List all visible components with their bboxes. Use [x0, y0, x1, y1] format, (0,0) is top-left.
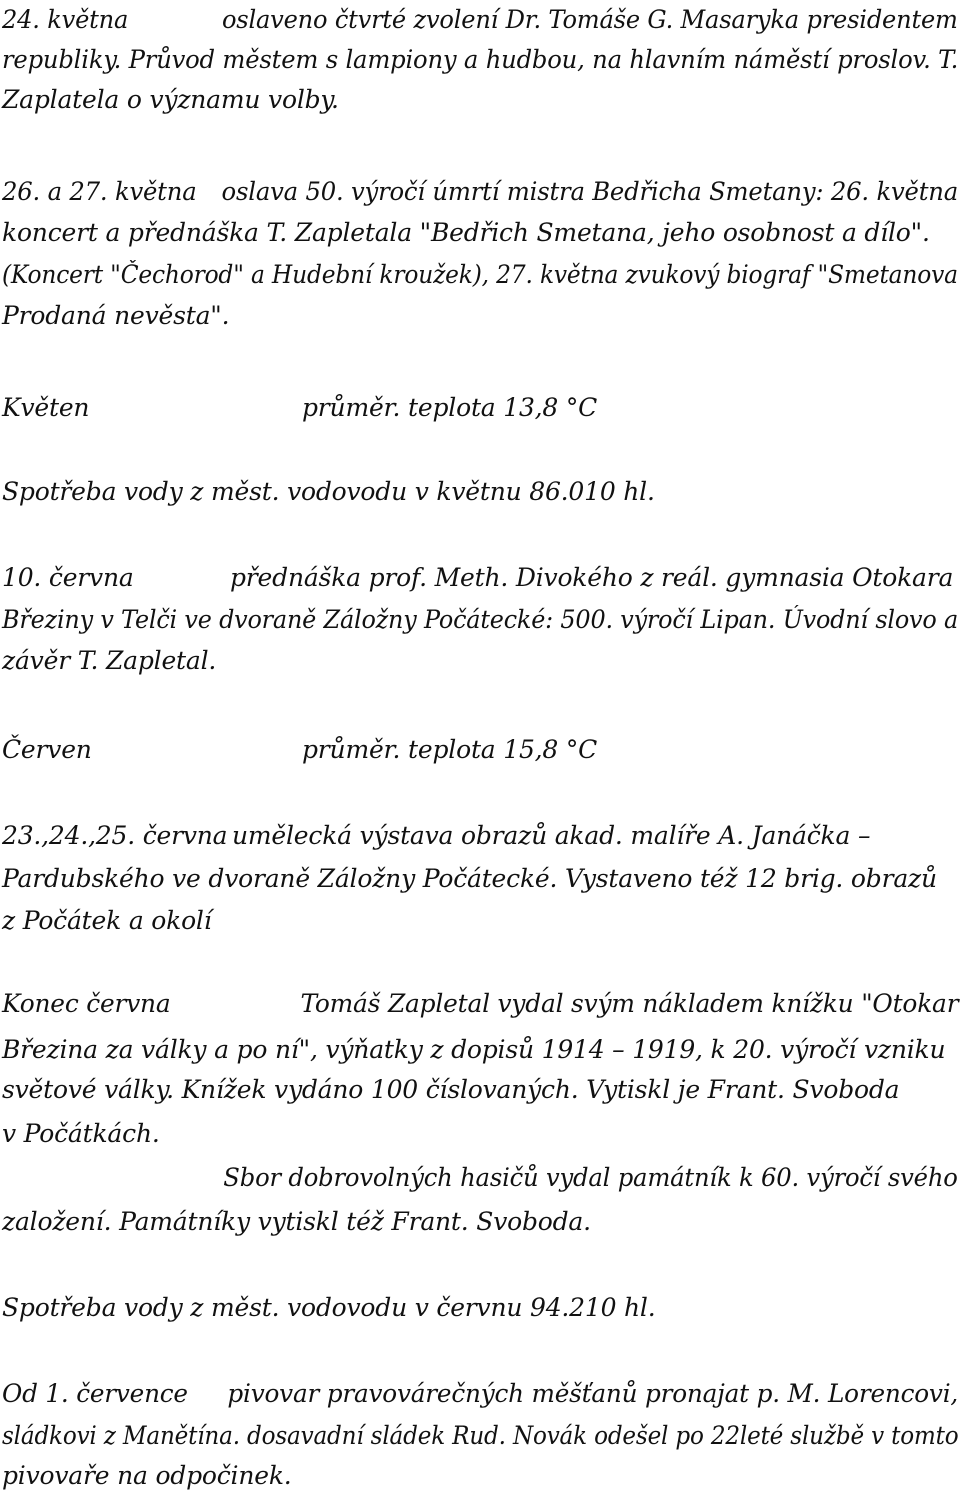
entry-text: průměr. teplota 13,8 °C [302, 393, 598, 422]
entry-text-line: Březiny v Telči ve dvoraně Záložny Počátecké: 500. výročí Lipan. Úvodní slovo a [2, 605, 959, 634]
entry-first-line [2, 474, 655, 510]
entry-date: Červen [2, 735, 92, 764]
entry-first-line [2, 986, 959, 1022]
entry-first-line [2, 2, 958, 38]
entry-first-line [2, 1290, 655, 1326]
entry-text-line: závěr T. Zapletal. [2, 646, 217, 675]
entry-text: Spotřeba vody z měst. vodovodu v červnu 94.210 hl. [2, 1293, 656, 1322]
entry-text-line: koncert a přednáška T. Zapletala "Bedřich Smetana, jeho osobnost a dílo". [2, 218, 930, 247]
entry-date: Konec června [2, 989, 171, 1018]
entry-date: 10. června [2, 563, 134, 592]
entry-text-line: (Koncert "Čechorod" a Hudební kroužek), 27. května zvukový biograf "Smetanova [2, 260, 958, 289]
entry-text-line: světové války. Knížek vydáno 100 číslovaných. Vytiskl je Frant. Svoboda [2, 1075, 900, 1104]
entry-text: oslaveno čtvrté zvolení Dr. Tomáše G. Masaryka presidentem [221, 5, 958, 34]
entry-text-line: z Počátek a okolí [2, 906, 212, 935]
entry-text-line: v Počátkách. [2, 1119, 160, 1148]
entry-text: Sbor dobrovolných hasičů vydal památník k 60. výročí svého [223, 1163, 958, 1192]
entry-date: 23.,24.,25. června [2, 821, 228, 850]
entry-first-line [2, 174, 959, 210]
entry-date: Od 1. července [2, 1379, 188, 1408]
entry-text-line: Zaplatela o významu volby. [2, 85, 339, 114]
entry-first-line [2, 1376, 959, 1412]
entry-text-line: Prodaná nevěsta". [2, 301, 230, 330]
entry-first-line [2, 390, 598, 426]
entry-text-line: založení. Památníky vytiskl též Frant. Svoboda. [2, 1207, 591, 1236]
entry-text-line: sládkovi z Manětína. dosavadní sládek Rud. Novák odešel po 22leté službě v tomto [2, 1421, 959, 1450]
entry-date: Květen [2, 393, 90, 422]
entry-first-line [2, 560, 954, 596]
entry-text: oslava 50. výročí úmrtí mistra Bedřicha Smetany: 26. května [221, 177, 959, 206]
entry-text: Tomáš Zapletal vydal svým nákladem knížku "Otokar [300, 989, 959, 1018]
entry-text: Spotřeba vody z měst. vodovodu v květnu 86.010 hl. [2, 477, 655, 506]
entry-first-line [2, 818, 871, 854]
entry-text: pivovar pravovárečných měšťanů pronajat p. M. Lorencovi, [227, 1379, 959, 1408]
entry-date: 26. a 27. května [2, 177, 197, 206]
entry-text: průměr. teplota 15,8 °C [302, 735, 598, 764]
entry-text: umělecká výstava obrazů akad. malíře A. Janáčka – [232, 821, 871, 850]
entry-text: přednáška prof. Meth. Divokého z reál. gymnasia Otokara [230, 563, 954, 592]
entry-date: 24. května [2, 5, 129, 34]
entry-text-line: Pardubského ve dvoraně Záložny Počátecké. Vystaveno též 12 brig. obrazů [2, 864, 937, 893]
entry-first-line [2, 732, 598, 768]
entry-text-line: republiky. Průvod městem s lampiony a hudbou, na hlavním náměstí proslov. T. [2, 45, 959, 74]
entry-text-line: pivovaře na odpočinek. [2, 1461, 292, 1490]
entry-text-line: Březina za války a po ní", výňatky z dopisů 1914 – 1919, k 20. výročí vzniku [2, 1035, 946, 1064]
